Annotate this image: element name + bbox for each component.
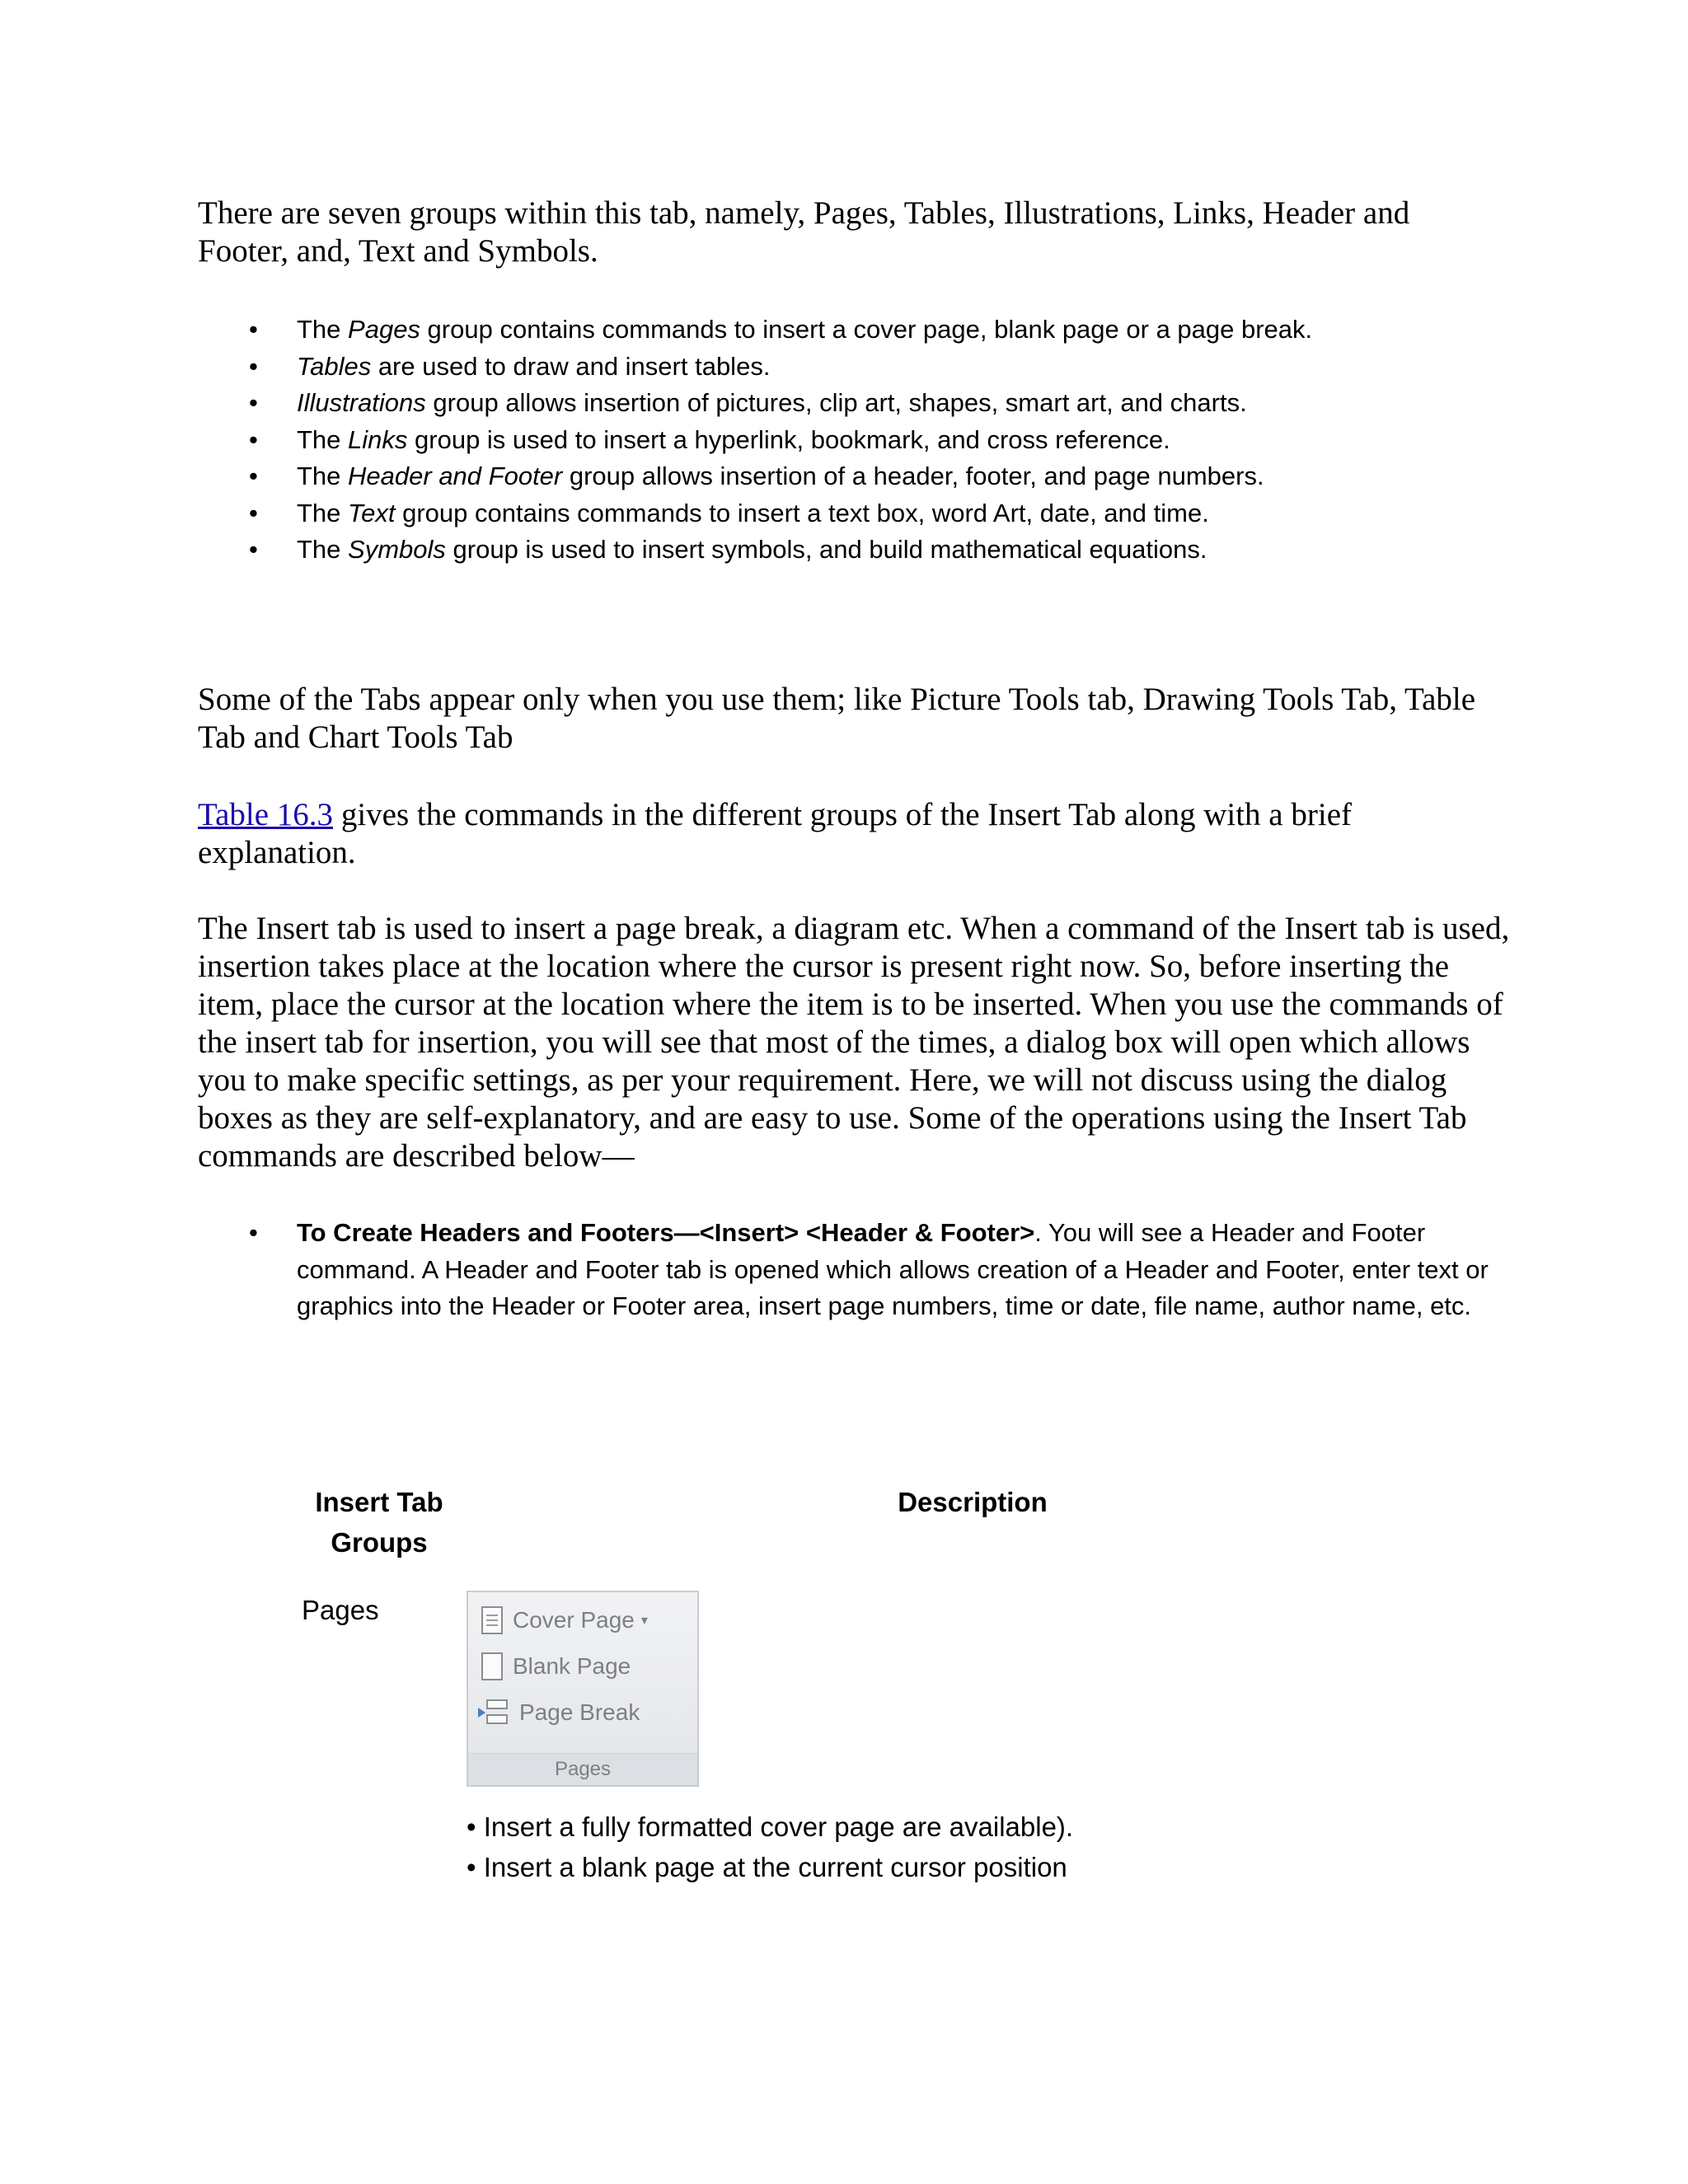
list-item: • The Text group contains commands to insert a text box, word Art, date, and time. (198, 495, 1517, 532)
bullet-marker: • (249, 462, 258, 490)
cover-page-icon (481, 1606, 503, 1634)
bullet-marker: • (249, 535, 258, 564)
description-line: • Insert a blank page at the current cursor position (467, 1852, 1067, 1882)
description-line: • Insert a fully formatted cover page are available). (467, 1811, 1074, 1842)
bullet-marker: • (249, 1218, 258, 1247)
list-item: • The Pages group contains commands to insert a cover page, blank page or a page break. (198, 312, 1517, 349)
cover-page-button[interactable]: Cover Page ▾ (481, 1602, 648, 1638)
table-16-3-link[interactable]: Table 16.3 (198, 797, 334, 832)
table-header-description: Description (898, 1487, 1048, 1517)
bullet-marker: • (249, 351, 258, 381)
list-item: • The Links group is used to insert a hyperlink, bookmark, and cross reference. (198, 422, 1517, 459)
list-item: • To Create Headers and Footers—<Insert> <Header & Footer>. You will see a Header and Footer command. A Header and Footer tab is opened which allows creation of a Header and Footer, enter text or graphics into the Header or Footer area, insert page numbers, time or date, file name, author name, etc. (198, 1215, 1500, 1325)
bullet-marker: • (249, 388, 258, 417)
page-break-button[interactable]: Page Break (481, 1694, 640, 1731)
blank-page-icon (481, 1652, 503, 1680)
tabs-paragraph: Some of the Tabs appear only when you use them; like Picture Tools tab, Drawing Tools Tab, Table Tab and Chart Tools Tab (198, 682, 1476, 755)
insert-tab-paragraph: The Insert tab is used to insert a page break, a diagram etc. When a command of the Insert tab is used, insertion takes place at the location where the cursor is present right now. So, before inserting the item, place the cursor at the location where the item is to be inserted. When you use the commands of the insert tab for insertion, you will see that most of the times, a dialog box will open which allows you to make specific settings, as per your requirement. Here, we will not discuss using the dialog boxes as they are self-explanatory, and are easy to use. Some of the operations using the Insert Tab commands are described below— (198, 911, 1510, 1174)
groups-bullet-list (198, 312, 1517, 569)
chevron-down-icon: ▾ (640, 1614, 648, 1628)
list-item: • Illustrations group allows insertion of pictures, clip art, shapes, smart art, and charts. (198, 385, 1517, 422)
pages-description (467, 1807, 1073, 1887)
table-row-label-pages: Pages (302, 1595, 379, 1625)
operations-bullet-list (198, 1215, 1500, 1325)
blank-page-button[interactable]: Blank Page (481, 1648, 631, 1685)
intro-paragraph: There are seven groups within this tab, namely, Pages, Tables, Illustrations, Links, Header and Footer, and, Text and Symbols. (198, 195, 1410, 269)
table-reference-paragraph: Table 16.3 gives the commands in the different groups of the Insert Tab along with a brief explanation. (198, 797, 1352, 870)
bullet-marker: • (249, 498, 258, 527)
ribbon-group-label: Pages (468, 1753, 697, 1785)
list-item: • The Header and Footer group allows insertion of a header, footer, and page numbers. (198, 458, 1517, 495)
bullet-marker: • (249, 424, 258, 454)
list-item: • The Symbols group is used to insert symbols, and build mathematical equations. (198, 532, 1517, 569)
list-item: • Tables are used to draw and insert tables. (198, 349, 1517, 386)
pages-ribbon-group (467, 1591, 699, 1787)
headers-footers-command: To Create Headers and Footers—<Insert> <Header & Footer> (297, 1218, 1035, 1247)
bullet-marker: • (249, 315, 258, 344)
page-break-icon (481, 1698, 509, 1727)
table-header-insert-tab-groups: Insert Tab Groups (315, 1487, 443, 1558)
